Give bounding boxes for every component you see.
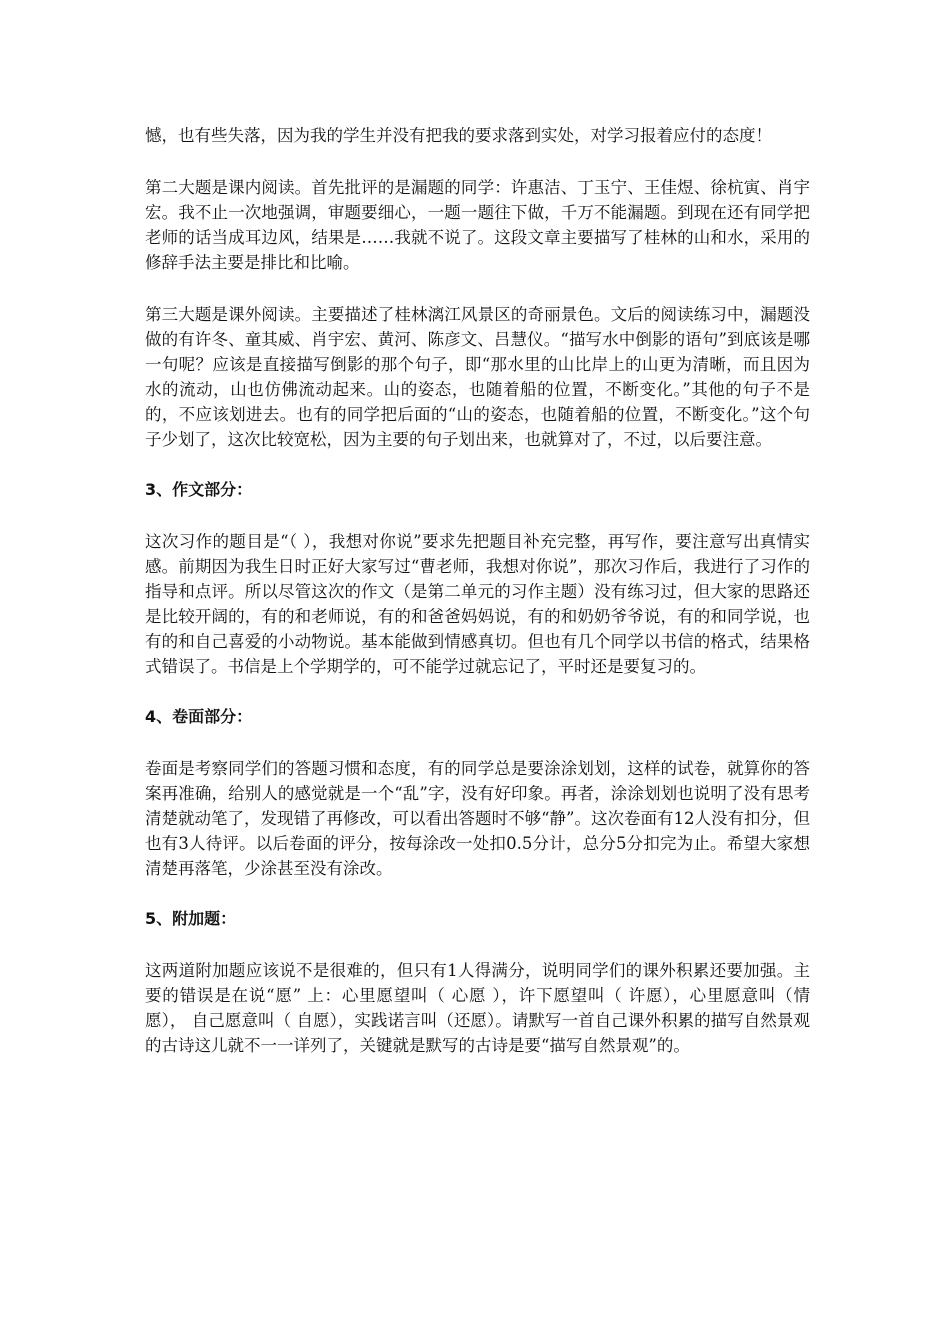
- paragraph-in-class-reading: 第二大题是课内阅读。首先批评的是漏题的同学：许惠洁、丁玉宁、王佳煜、徐杭寅、肖宇宏。我不止一次地强调，审题要细心，一题一题往下做，千万不能漏题。到现在还有同学把老师的话当成耳边风，结果是……我就不说了。这段文章主要描写了桂林的山和水，采用的修辞手法主要是排比和比喻。: [145, 178, 810, 272]
- paragraph-intro-continued: 憾，也有些失落，因为我的学生并没有把我的要求落到实处，对学习报着应付的态度！: [145, 126, 772, 145]
- paragraph-composition: 这次习作的题目是“（ ），我想对你说”要求先把题目补充完整，再写作，要注意写出真情实感。前期因为我生日时正好大家写过“曹老师，我想对你说”，那次习作后，我进行了习作的指导和点评。所以尽管这次的作文（是第二单元的习作主题）没有练习过，但大家的思路还是比较开阔的，有的和老师说，有的和爸爸妈妈说，有的和奶奶爷爷说，有的和同学说，也有的和自己喜爱的小动物说。基本能做到情感真切。但也有几个同学以书信的格式，结果格式错误了。书信是上个学期学的，可不能学过就忘记了，平时还是要复习的。: [145, 532, 810, 676]
- paragraph-bonus: 这两道附加题应该说不是很难的，但只有1人得满分，说明同学们的课外积累还要加强。主要的错误是在说“愿” 上：心里愿望叫（ 心愿 ），许下愿望叫（ 许愿），心里愿意叫（情愿）， 自己愿意叫（ 自愿），实践诺言叫（还愿）。请默写一首自己课外积累的描写自然景观的古诗这儿就不一一详列了，关键就是默写的古诗是要“描写自然景观”的。: [145, 961, 810, 1055]
- paragraph-neatness: 卷面是考察同学们的答题习惯和态度，有的同学总是要涂涂划划，这样的试卷，就算你的答案再准确，给别人的感觉就是一个“乱”字，没有好印象。再者，涂涂划划也说明了没有思考清楚就动笔了，发现错了再修改，可以看出答题时不够“静”。这次卷面有12人没有扣分，但也有3人待评。以后卷面的评分，按每涂改一处扣0.5分计，总分5分扣完为止。希望大家想清楚再落笔，少涂甚至没有涂改。: [145, 759, 810, 878]
- section-heading-neatness: 4、卷面部分：: [145, 707, 253, 726]
- paragraph-extracurricular-reading: 第三大题是课外阅读。主要描述了桂林漓江风景区的奇丽景色。文后的阅读练习中，漏题没做的有许冬、童其威、肖宇宏、黄河、陈彦文、吕慧仪。“描写水中倒影的语句”到底该是哪一句呢？应该是直接描写倒影的那个句子，即“那水里的山比岸上的山更为清晰，而且因为水的流动，山也仿佛流动起来。山的姿态，也随着船的位置，不断变化。”其他的句子不是的，不应该划进去。也有的同学把后面的“山的姿态，也随着船的位置，不断变化。”这个句子少划了，这次比较宽松，因为主要的句子划出来，也就算对了，不过，以后要注意。: [145, 305, 810, 449]
- section-heading-bonus: 5、附加题：: [145, 909, 237, 928]
- document-body: [145, 123, 810, 1085]
- section-heading-composition: 3、作文部分：: [145, 480, 253, 499]
